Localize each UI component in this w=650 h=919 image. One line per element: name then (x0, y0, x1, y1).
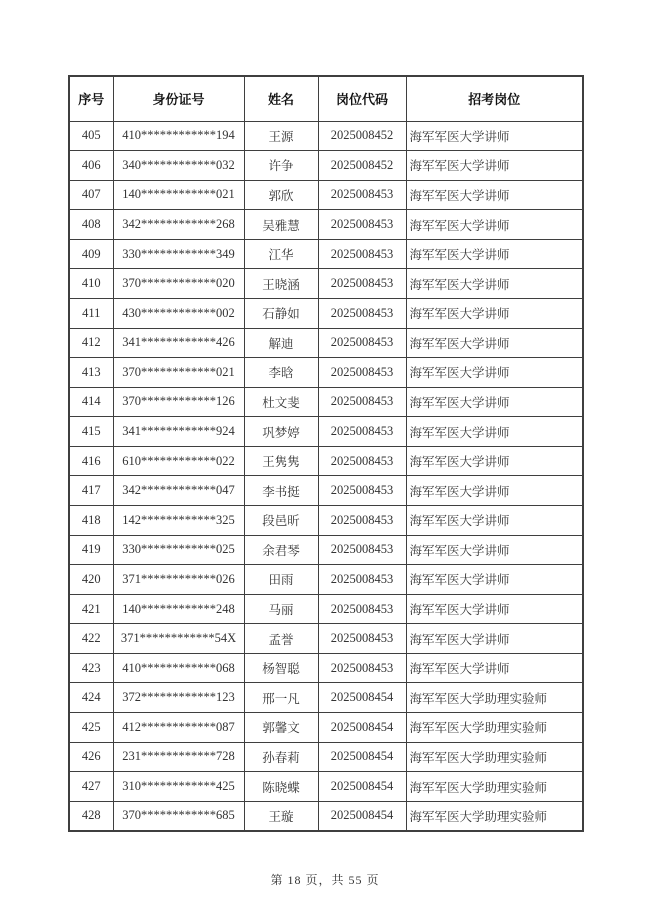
cell-seq: 413 (69, 358, 113, 388)
cell-name: 田雨 (244, 565, 318, 595)
cell-id-number: 370************685 (113, 801, 244, 831)
cell-name: 王晓涵 (244, 269, 318, 299)
cell-name: 杨智聪 (244, 653, 318, 683)
column-header-job-title: 招考岗位 (406, 76, 583, 121)
cell-job-title: 海军军医大学讲师 (406, 358, 583, 388)
cell-id-number: 341************426 (113, 328, 244, 358)
cell-name: 孙春莉 (244, 742, 318, 772)
cell-name: 马丽 (244, 594, 318, 624)
cell-job-code: 2025008454 (318, 713, 406, 743)
cell-job-title: 海军军医大学讲师 (406, 535, 583, 565)
cell-seq: 417 (69, 476, 113, 506)
cell-job-code: 2025008453 (318, 210, 406, 240)
cell-job-title: 海军军医大学讲师 (406, 180, 583, 210)
cell-id-number: 140************248 (113, 594, 244, 624)
cell-job-title: 海军军医大学讲师 (406, 151, 583, 181)
cell-seq: 426 (69, 742, 113, 772)
table-row (69, 269, 583, 299)
cell-job-title: 海军军医大学讲师 (406, 417, 583, 447)
cell-seq: 420 (69, 565, 113, 595)
cell-name: 郭馨文 (244, 713, 318, 743)
cell-id-number: 370************021 (113, 358, 244, 388)
cell-job-code: 2025008454 (318, 772, 406, 802)
cell-name: 王隽隽 (244, 446, 318, 476)
cell-id-number: 370************126 (113, 387, 244, 417)
cell-job-code: 2025008453 (318, 269, 406, 299)
cell-name: 江华 (244, 239, 318, 269)
cell-name: 余君琴 (244, 535, 318, 565)
cell-job-code: 2025008453 (318, 624, 406, 654)
cell-job-code: 2025008452 (318, 121, 406, 151)
cell-seq: 409 (69, 239, 113, 269)
table-row (69, 742, 583, 772)
cell-job-title: 海军军医大学讲师 (406, 624, 583, 654)
cell-job-title: 海军军医大学讲师 (406, 328, 583, 358)
cell-job-code: 2025008453 (318, 565, 406, 595)
column-header-id-number: 身份证号 (113, 76, 244, 121)
cell-id-number: 370************020 (113, 269, 244, 299)
cell-id-number: 330************349 (113, 239, 244, 269)
cell-id-number: 231************728 (113, 742, 244, 772)
table-row (69, 328, 583, 358)
cell-id-number: 142************325 (113, 506, 244, 536)
cell-id-number: 410************068 (113, 653, 244, 683)
cell-name: 王璇 (244, 801, 318, 831)
cell-seq: 415 (69, 417, 113, 447)
table-row (69, 358, 583, 388)
cell-job-code: 2025008453 (318, 476, 406, 506)
table-row (69, 476, 583, 506)
table-row (69, 506, 583, 536)
cell-job-code: 2025008453 (318, 535, 406, 565)
table-row (69, 801, 583, 831)
table-row (69, 565, 583, 595)
table-row (69, 180, 583, 210)
cell-job-code: 2025008454 (318, 742, 406, 772)
cell-name: 巩梦婷 (244, 417, 318, 447)
cell-job-title: 海军军医大学助理实验师 (406, 801, 583, 831)
cell-job-title: 海军军医大学讲师 (406, 239, 583, 269)
cell-job-code: 2025008453 (318, 594, 406, 624)
cell-seq: 418 (69, 506, 113, 536)
cell-seq: 421 (69, 594, 113, 624)
cell-name: 邢一凡 (244, 683, 318, 713)
cell-job-title: 海军军医大学讲师 (406, 269, 583, 299)
table-row (69, 387, 583, 417)
cell-name: 李书挺 (244, 476, 318, 506)
cell-job-code: 2025008453 (318, 298, 406, 328)
cell-job-code: 2025008454 (318, 683, 406, 713)
cell-id-number: 610************022 (113, 446, 244, 476)
table-header-row (69, 76, 583, 121)
cell-name: 石静如 (244, 298, 318, 328)
table-body (69, 121, 583, 831)
table-row (69, 151, 583, 181)
cell-job-title: 海军军医大学助理实验师 (406, 742, 583, 772)
cell-id-number: 372************123 (113, 683, 244, 713)
cell-id-number: 140************021 (113, 180, 244, 210)
cell-seq: 414 (69, 387, 113, 417)
cell-seq: 425 (69, 713, 113, 743)
cell-seq: 424 (69, 683, 113, 713)
cell-job-title: 海军军医大学讲师 (406, 446, 583, 476)
cell-name: 陈晓蝶 (244, 772, 318, 802)
cell-seq: 406 (69, 151, 113, 181)
cell-name: 段邑昕 (244, 506, 318, 536)
cell-name: 孟誉 (244, 624, 318, 654)
table-row (69, 683, 583, 713)
cell-job-code: 2025008453 (318, 417, 406, 447)
cell-job-title: 海军军医大学讲师 (406, 210, 583, 240)
cell-id-number: 310************425 (113, 772, 244, 802)
table-row (69, 239, 583, 269)
cell-seq: 416 (69, 446, 113, 476)
cell-name: 李晗 (244, 358, 318, 388)
cell-name: 王源 (244, 121, 318, 151)
cell-id-number: 342************047 (113, 476, 244, 506)
table-row (69, 298, 583, 328)
page-number-footer: 第 18 页，共 55 页 (270, 873, 380, 887)
cell-job-code: 2025008453 (318, 446, 406, 476)
table-row (69, 210, 583, 240)
cell-seq: 410 (69, 269, 113, 299)
table-row (69, 446, 583, 476)
cell-seq: 419 (69, 535, 113, 565)
cell-job-title: 海军军医大学讲师 (406, 387, 583, 417)
cell-name: 吴雅慧 (244, 210, 318, 240)
cell-job-title: 海军军医大学讲师 (406, 121, 583, 151)
cell-seq: 423 (69, 653, 113, 683)
cell-seq: 408 (69, 210, 113, 240)
cell-job-title: 海军军医大学讲师 (406, 298, 583, 328)
cell-job-title: 海军军医大学讲师 (406, 565, 583, 595)
cell-id-number: 430************002 (113, 298, 244, 328)
cell-id-number: 330************025 (113, 535, 244, 565)
cell-seq: 411 (69, 298, 113, 328)
column-header-name: 姓名 (244, 76, 318, 121)
cell-job-code: 2025008452 (318, 151, 406, 181)
cell-id-number: 341************924 (113, 417, 244, 447)
column-header-job-code: 岗位代码 (318, 76, 406, 121)
table-row (69, 772, 583, 802)
cell-job-code: 2025008453 (318, 239, 406, 269)
table-row (69, 417, 583, 447)
cell-name: 杜文斐 (244, 387, 318, 417)
cell-job-title: 海军军医大学讲师 (406, 506, 583, 536)
cell-seq: 428 (69, 801, 113, 831)
table-header (69, 76, 583, 121)
cell-seq: 412 (69, 328, 113, 358)
column-header-seq: 序号 (69, 76, 113, 121)
cell-job-code: 2025008453 (318, 506, 406, 536)
table-row (69, 535, 583, 565)
cell-job-title: 海军军医大学助理实验师 (406, 772, 583, 802)
cell-seq: 407 (69, 180, 113, 210)
cell-job-title: 海军军医大学讲师 (406, 594, 583, 624)
cell-job-code: 2025008453 (318, 387, 406, 417)
cell-job-title: 海军军医大学助理实验师 (406, 683, 583, 713)
cell-seq: 405 (69, 121, 113, 151)
candidate-roster-table (68, 75, 584, 832)
table-row (69, 713, 583, 743)
table-row (69, 624, 583, 654)
cell-name: 郭欣 (244, 180, 318, 210)
cell-id-number: 371************026 (113, 565, 244, 595)
cell-job-code: 2025008453 (318, 358, 406, 388)
cell-job-code: 2025008454 (318, 801, 406, 831)
cell-job-code: 2025008453 (318, 180, 406, 210)
cell-name: 许争 (244, 151, 318, 181)
cell-seq: 422 (69, 624, 113, 654)
cell-id-number: 410************194 (113, 121, 244, 151)
cell-id-number: 412************087 (113, 713, 244, 743)
cell-id-number: 371************54X (113, 624, 244, 654)
cell-seq: 427 (69, 772, 113, 802)
cell-job-title: 海军军医大学讲师 (406, 653, 583, 683)
cell-name: 解迪 (244, 328, 318, 358)
cell-id-number: 342************268 (113, 210, 244, 240)
table-row (69, 594, 583, 624)
cell-job-code: 2025008453 (318, 328, 406, 358)
table-row (69, 121, 583, 151)
cell-id-number: 340************032 (113, 151, 244, 181)
cell-job-title: 海军军医大学讲师 (406, 476, 583, 506)
table-row (69, 653, 583, 683)
cell-job-title: 海军军医大学助理实验师 (406, 713, 583, 743)
cell-job-code: 2025008453 (318, 653, 406, 683)
